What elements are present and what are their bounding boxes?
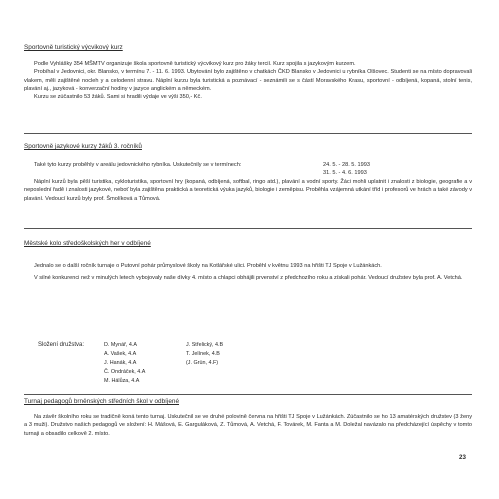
- paragraph: Probíhal v Jedovnici, okr. Blansko, v termínu 7. - 11. 6. 1993. Ubytování bylo zajištěno v chatkách ČKD Blansko v Jedovnici u rybníka Olšovec. Studenti se na místo dopravovali vlakem, měli zajištěné nocleh y a celodenní stravu. Náplní kurzu byla turistická a poznávací - seznámili se s částí Moravského Krasu, sportovní - odbíjená, kopaná, stolní tenis, plavání aj., jazyková - konverzační hodiny v jazyce anglickém a německém.: [24, 69, 472, 92]
- course-date: 31. 5. - 4. 6. 1993: [323, 170, 367, 177]
- course-date: 24. 5. - 28. 5. 1993: [323, 162, 370, 168]
- team-member: M. Hálůza, 4.A: [104, 378, 140, 385]
- paragraph: Také tyto kurzy proběhly v areálu jedovnického rybníka. Uskutečnily se v termínech:: [34, 162, 242, 168]
- section-divider: [24, 394, 472, 395]
- course-dates: [323, 161, 370, 178]
- team-member: (J. Grün, 4.F): [186, 360, 219, 367]
- paragraph: Na závěr školního roku se tradičně koná tento turnaj. Uskutečnil se ve druhé polovině června na hřišti TJ Spoje v Lužánkách. Zúčastnilo se ho 13 amatérských družstev (3 ženy a 3 muži). Družstvo našich pedagogů ve složení: H. Mášová, E. Garguláková, Z. Tůmová, A. Vetchá, F. Továrek, M. Fanta a M. Doležal navázalo na předcházející úspěchy v tomto turnaji a obsadilo celkově 2. místo.: [24, 414, 472, 437]
- section-body-sport-tourist-course: [24, 60, 472, 101]
- section-title-city-volleyball: Městské kolo středoškolských her v odbíjené: [24, 240, 151, 247]
- paragraph: Kurzu se zúčastnilo 53 žáků. Sami si hradili výdaje ve výši 350,- Kč.: [34, 94, 202, 101]
- team-member: J. Hanák, 4.A: [104, 360, 137, 367]
- team-list-column-1: [104, 341, 145, 386]
- team-list-column-2: [186, 341, 223, 368]
- team-member: Č. Ondráček, 4.A: [104, 369, 146, 376]
- paragraph: Jednalo se o další ročník turnaje o Putovní pohár průmyslové školy na Kotlářské ulici. Proběhl v květnu 1993 na hřišti TJ Spoje v Lužánkách.: [34, 263, 382, 269]
- paragraph: V silné konkurenci než v minulých letech vybojovaly naše dívky 4. místo a chlapci obhájili prvenství z předchozího roku a získali pohár. Vedoucí družstev byla prof. A. Vetchá.: [34, 275, 463, 282]
- section-body-teachers-tournament: [24, 413, 472, 438]
- section-title-sport-tourist-course: Sportovně turistický výcvikový kurz: [24, 44, 123, 51]
- team-member: A. Vašek, 4.A: [104, 351, 137, 358]
- paragraph: Náplní kurzů byla pěší turistika, cykloturistika, sportovní hry (kopaná, odbíjená, softbal, ringo atd.), plavání a vodní sporty. Žáci mohli uplatnit i znalosti z biologie, geografie a v neposlední řadě i znalosti jazykové, neboť byla zajištěna praktická a teoretická výuka jazyků, biologie i zeměpisu. Proběhla vzájemná utkání tříd i profesorů ve hrách a také závody v plavání. Vedoucí kurzů byly prof. Šmolíková a Tůmová.: [24, 179, 472, 202]
- section-body-city-volleyball: [24, 262, 472, 283]
- team-member: D. Mynář, 4.A: [104, 342, 137, 348]
- paragraph: Podle Vyhlášky 354 MŠMTV organizuje škola sportovně turistický výcvikový kurz pro žáky tercií. Kurz spojila s jazykovým kurzem.: [34, 61, 356, 67]
- section-intro-language-courses: [24, 161, 314, 169]
- team-member: J. Střelický, 4.B: [186, 342, 224, 348]
- section-title-language-courses: Sportovně jazykové kurzy žáků 3. ročníků: [24, 143, 142, 150]
- section-title-teachers-tournament: Turnaj pedagogů brněnských středních škol v odbíjené: [24, 398, 180, 405]
- team-label: Složení družstva:: [38, 342, 85, 348]
- section-divider: [24, 228, 472, 229]
- section-divider: [24, 133, 472, 134]
- section-body-language-courses: [24, 178, 472, 203]
- page-number: 23: [459, 454, 466, 461]
- team-member: T. Jelínek, 4.B: [186, 351, 220, 358]
